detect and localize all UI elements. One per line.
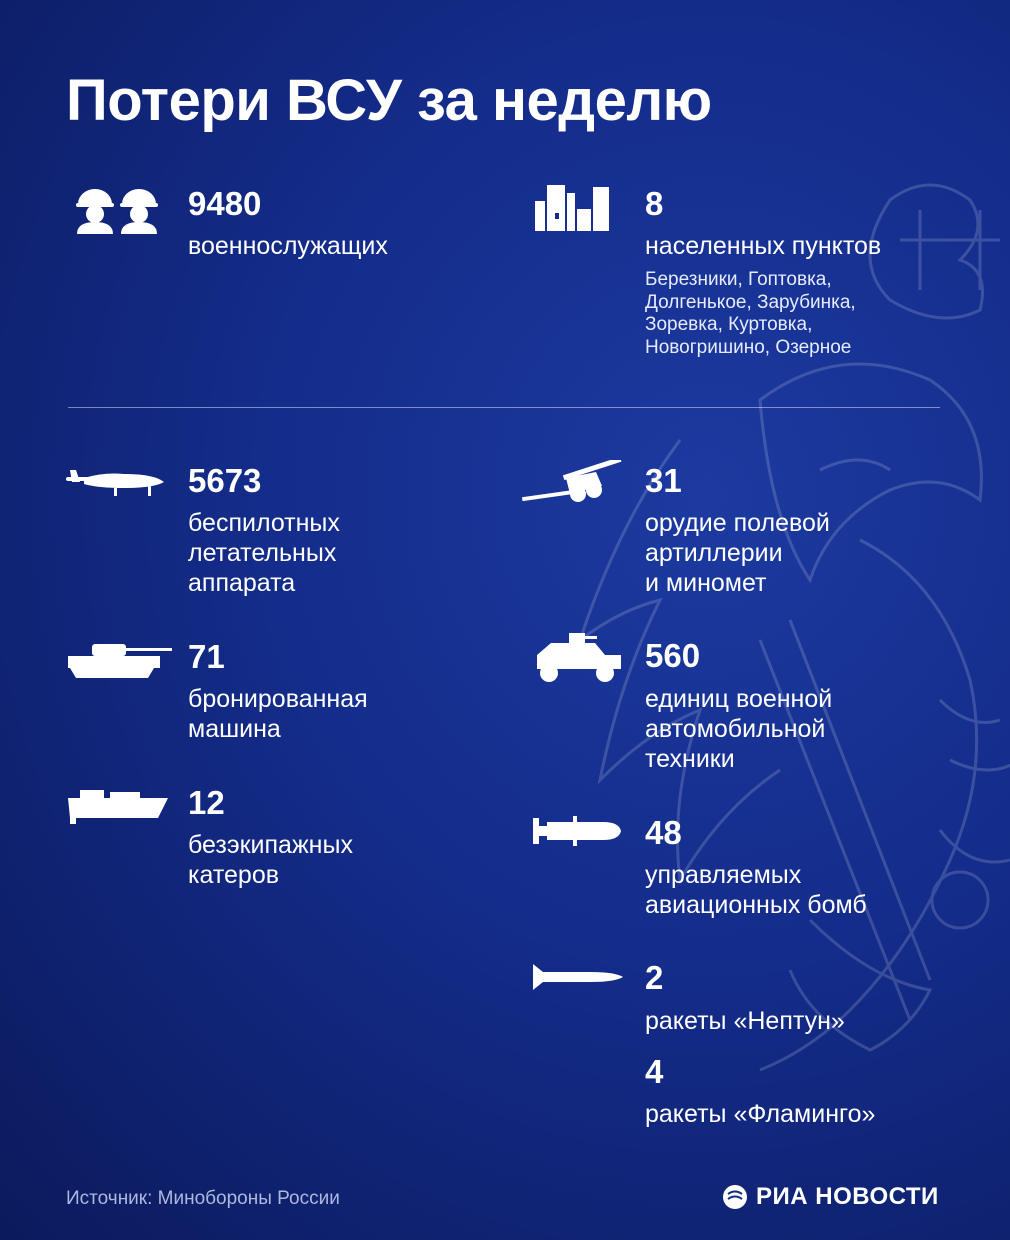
soldiers-label: военнослужащих	[188, 232, 388, 260]
neptune-label: ракеты «Нептун»	[645, 1007, 845, 1035]
boats-count: 12	[188, 784, 225, 821]
boat-icon	[66, 786, 170, 826]
source-note: Источник: Минобороны России	[66, 1188, 340, 1209]
vehicles-label: единиц военной автомобильной техники	[645, 685, 833, 773]
settlements-label: населенных пунктов	[645, 232, 882, 260]
section-divider	[68, 407, 940, 408]
buildings-icon	[533, 183, 613, 233]
tank-icon	[66, 636, 174, 680]
artillery-icon	[522, 460, 628, 504]
boats-label: безэкипажных катеров	[188, 831, 353, 889]
page-title: Потери ВСУ за неделю	[66, 68, 712, 133]
drones-label: беспилотных летательных аппарата	[188, 509, 340, 597]
settlements-names: Березники, Гоптовка, Долгенькое, Зарубинка, Зоревка, Куртовка, Новогришино, Озерное	[645, 269, 856, 358]
bomb-icon	[533, 816, 623, 846]
bombs-label: управляемых авиационных бомб	[645, 861, 867, 919]
armored-label: бронированная машина	[188, 685, 368, 743]
vehicles-count: 560	[645, 637, 701, 674]
drone-icon	[66, 462, 166, 502]
artillery-label: орудие полевой артиллерии и миномет	[645, 509, 830, 597]
neptune-count: 2	[645, 959, 664, 996]
brand-logo	[722, 1183, 939, 1211]
armored-count: 71	[188, 638, 225, 675]
flamingo-label: ракеты «Фламинго»	[645, 1100, 876, 1128]
soldiers-icon	[72, 184, 162, 234]
brand-name: РИА НОВОСТИ	[756, 1183, 939, 1210]
flamingo-count: 4	[645, 1053, 664, 1090]
artillery-count: 31	[645, 462, 682, 499]
ria-logo-icon	[722, 1184, 748, 1210]
soldiers-count: 9480	[188, 185, 262, 222]
missile-icon	[533, 962, 625, 992]
vehicle-icon	[533, 631, 623, 685]
bombs-count: 48	[645, 814, 682, 851]
drones-count: 5673	[188, 462, 262, 499]
settlements-count: 8	[645, 185, 664, 222]
